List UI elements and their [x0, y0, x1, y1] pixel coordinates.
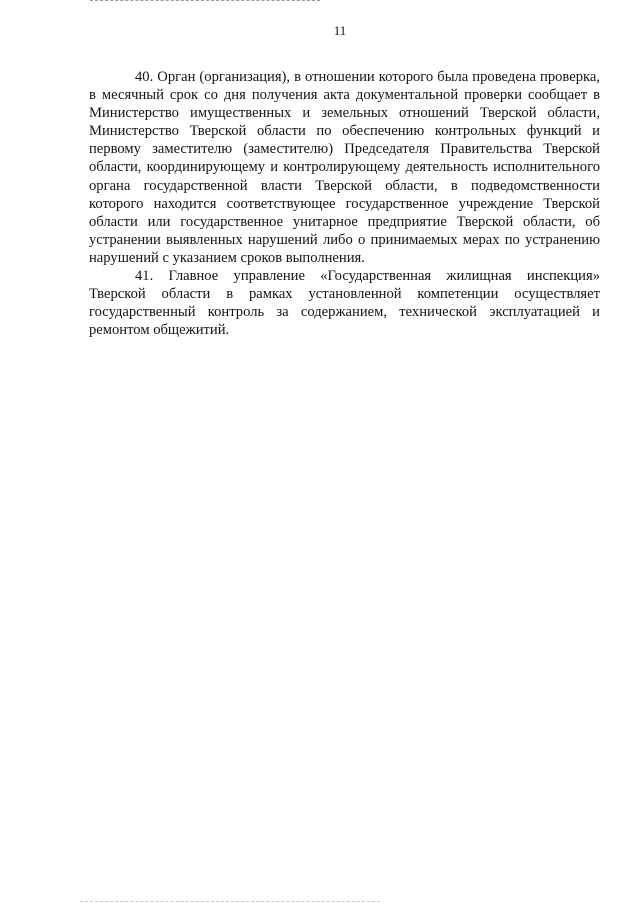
scan-edge-top: [90, 0, 320, 2]
paragraph-40: 40. Орган (организация), в отношении которого была проведена проверка, в месячный срок со дня получения акта документальной проверки сообщает в Министерство имущественных и земельных отношений Тверской области, Министерство Тверской области по обеспечению контрольных функций и первому заместителю (заместителю) Председателя Правительства Тверской области, координирующему и контролирующему деятельность исполнительного органа государственной власти Тверской области, в подведомственности которого находится соответствующее государственное учреждение Тверской области или государственное унитарное предприятие Тверской области, об устранении выявленных нарушений либо о принимаемых мерах по устранению нарушений с указанием сроков выполнения.: [89, 69, 600, 266]
page-number: 11: [333, 23, 347, 38]
document-body: [89, 68, 600, 339]
scan-edge-bottom: [80, 901, 380, 903]
paragraph-41: 41. Главное управление «Государственная жилищная инспекция» Тверской области в рамках установленной компетенции осуществляет государственный контроль за содержанием, технической эксплуатацией и ремонтом общежитий.: [89, 268, 600, 339]
